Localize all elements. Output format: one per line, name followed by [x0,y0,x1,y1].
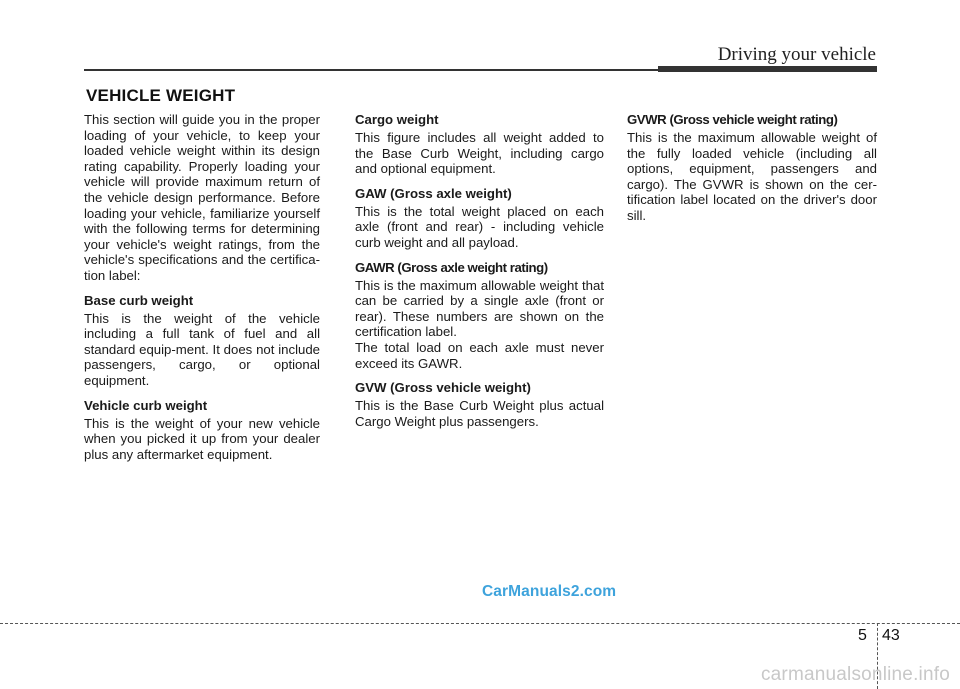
gvw-text: This is the Base Curb Weight plus actual Cargo Weight plus passengers. [355,398,604,429]
gvw-heading: GVW (Gross vehicle weight) [355,380,531,396]
gaw-heading: GAW (Gross axle weight) [355,185,512,201]
chapter-number: 5 [858,627,867,644]
page-number: 43 [882,627,900,644]
base-curb-text: This is the weight of the vehicle including a full tank of fuel and all standard equip-ment. It does not include passengers, cargo, or optional equipment. [84,310,320,388]
gvwr-heading: GVWR (Gross vehicle weight rating) [627,112,838,127]
footer-rule [0,623,960,624]
column-3 [627,112,877,233]
gawr-text: This is the maximum allowable weight that can be carried by a single axle (front or rear). These numbers are shown on the certification label. [355,277,604,340]
section-heading: VEHICLE WEIGHT [86,86,236,105]
base-curb-heading: Base curb weight [84,292,194,308]
gawr-heading: GAWR (Gross axle weight rating) [355,259,548,275]
header-rule-accent [658,66,877,72]
cargo-text: This figure includes all weight added to the Base Curb Weight, including cargo and optional equipment. [355,130,604,177]
gaw-text: This is the total weight placed on each axle (front and rear) - including vehicle curb weight and all payload. [355,203,604,250]
intro-paragraph: This section will guide you in the proper loading of your vehicle, to keep your loaded vehicle weight within its design rating capability. Properly loading your vehicle will provide maximum return of the vehicle design performance. Before loading your vehicle, familiarize yourself with the following terms for determining your vehicle's weight ratings, from the vehicle's specifications and the certifica-tion label: [84,112,320,283]
vehicle-curb-text: This is the weight of your new vehicle when you picked it up from your dealer plus any aftermarket equipment. [84,415,320,462]
header-title: Driving your vehicle [717,44,876,65]
site-watermark: carmanualsonline.info [760,664,950,685]
column-1 [84,112,320,471]
vehicle-curb-heading: Vehicle curb weight [84,397,208,413]
cargo-heading: Cargo weight [355,112,439,127]
header-rule [84,69,660,71]
carmanuals-watermark: CarManuals2.com [482,583,617,600]
gvwr-text: This is the maximum allowable weight of the fully loaded vehicle (including all options, equipment, passengers and cargo). The GVWR is shown on the cer-tification label located on the driver's door sill. [627,130,877,223]
column-2 [355,112,604,438]
gawr-note: The total load on each axle must never exceed its GAWR. [355,339,604,371]
